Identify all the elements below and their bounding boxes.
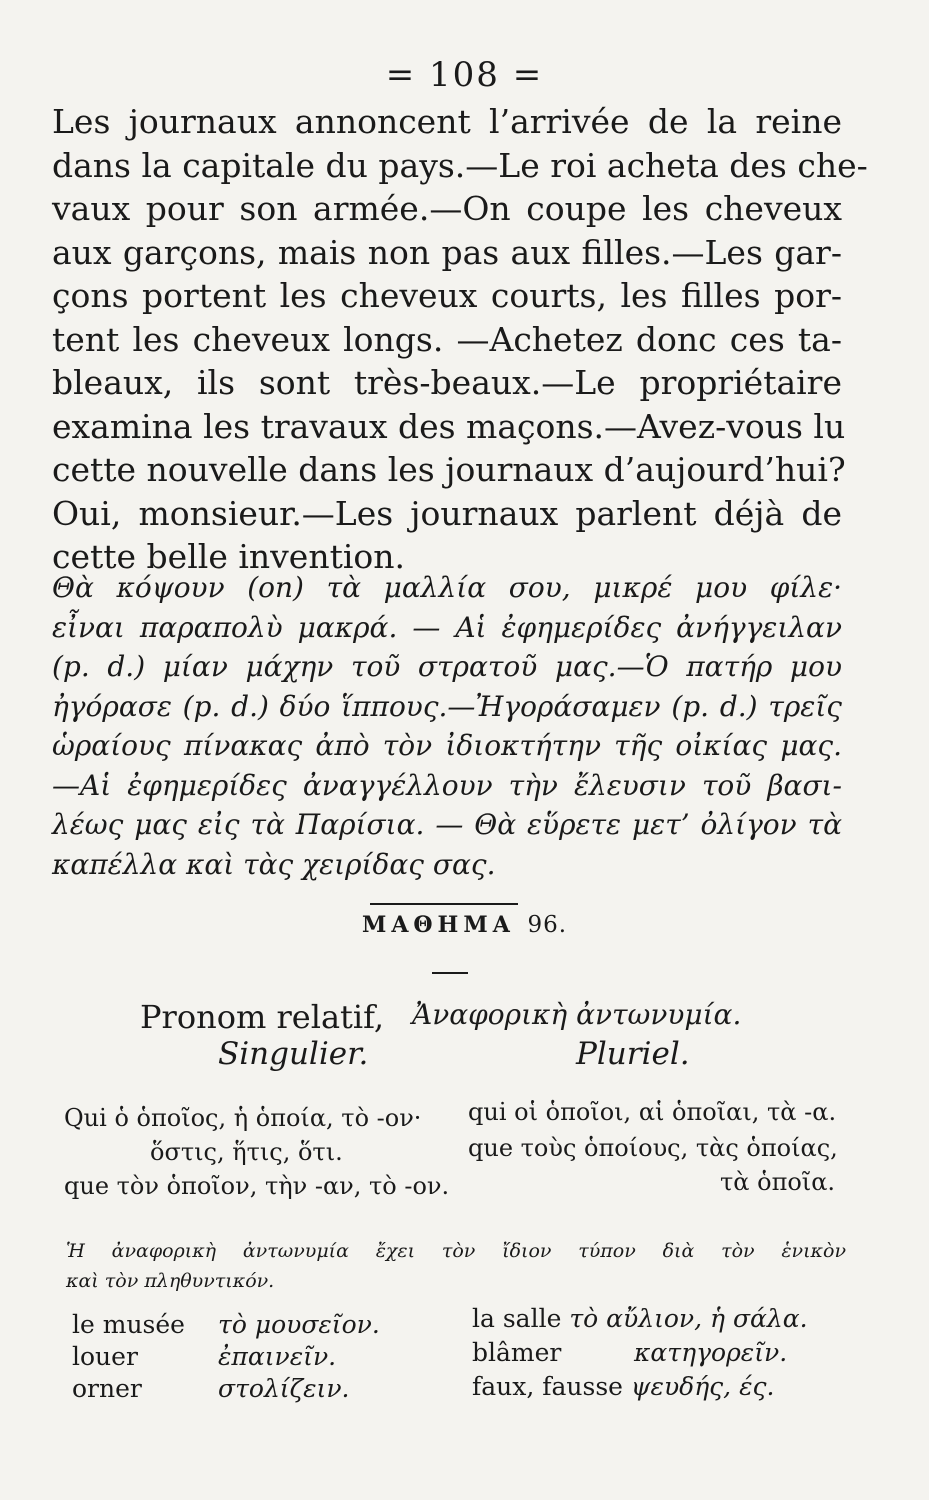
french-line: examina les travaux des maçons.—Avez-vous lu [52, 406, 846, 446]
pronoun-plural-row: qui οἱ ὁποῖοι, αἱ ὁποῖαι, τὰ -α. [468, 1098, 837, 1126]
pronoun-heading-greek: Ἀναφορικὴ ἀντωνυμία. [412, 998, 742, 1031]
greek-exercise-paragraph [52, 568, 842, 884]
vocab-greek: τὸ μουσεῖον. [218, 1310, 380, 1339]
pronoun-plural-row: que τοὺς ὁποίους, τὰς ὁποίας, [468, 1134, 838, 1162]
vocab-item [472, 1304, 808, 1333]
vocab-item [218, 1374, 350, 1403]
french-line: cette nouvelle dans les journaux d’aujourd’hui? [52, 450, 846, 489]
page-number: = 108 = [385, 55, 544, 95]
note-line: καὶ τὸν πληθυντικόν. [66, 1270, 275, 1292]
section-divider [370, 903, 518, 905]
vocab-french: orner [72, 1374, 142, 1403]
vocab-greek: κατηγορεῖν. [634, 1338, 788, 1367]
french-line: tent les cheveux longs. —Achetez donc ces ta- [52, 319, 842, 359]
lesson-number: 96. [527, 912, 568, 938]
french-exercise-paragraph [52, 100, 868, 579]
greek-line: ὡραίους πίνακας ἀπὸ τὸν ἰδιοκτήτην τῆς οἰκίας μας. [52, 729, 842, 762]
greek-line: Θὰ κόψουν (on) τὰ μαλλία σου, μικρέ μου φίλε· [52, 571, 842, 604]
vocab-item [72, 1310, 185, 1339]
french-line: vaux pour son armée.—On coupe les cheveux [52, 189, 842, 228]
french-line: cette belle invention. [52, 537, 405, 576]
lesson-heading [0, 912, 929, 938]
french-line: aux garçons, mais non pas aux filles.—Les gar- [52, 232, 842, 272]
vocab-item [634, 1338, 787, 1367]
french-line: bleaux, ils sont très-beaux.—Le propriétaire [52, 363, 842, 402]
vocab-french: le musée [72, 1310, 185, 1339]
vocab-french: faux, fausse [472, 1372, 623, 1401]
vocab-item [472, 1372, 774, 1401]
french-line: Oui, monsieur.—Les journaux parlent déjà de [52, 493, 842, 533]
note-line: Ἡ ἀναφορικὴ ἀντωνυμία ἔχει τὸν ἴδιον τύπον διὰ τὸν ἑνικὸν [66, 1240, 846, 1262]
plural-heading: Pluriel. [576, 1036, 690, 1072]
vocab-item [218, 1310, 380, 1339]
vocab-french: blâmer [472, 1338, 562, 1367]
pronoun-singular-row: Qui ὁ ὁποῖος, ἡ ὁποία, τὸ -ον· [64, 1104, 422, 1132]
lesson-title: ΜΑΘΗΜΑ [361, 912, 515, 938]
vocab-french: la salle [472, 1304, 562, 1333]
vocab-item [218, 1342, 336, 1371]
vocab-greek: στολίζειν. [218, 1374, 350, 1403]
vocab-greek: τὸ αὔλιον, ἡ σάλα. [569, 1304, 808, 1333]
greek-line: καπέλλα καὶ τὰς χειρίδας σας. [52, 847, 496, 881]
singular-heading: Singulier. [218, 1036, 369, 1072]
french-line: çons portent les cheveux courts, les filles por- [52, 276, 842, 315]
vocab-greek: ψευδής, ές. [630, 1372, 775, 1401]
french-line: dans la capitale du pays.—Le roi acheta des che- [52, 145, 868, 185]
greek-line: λέως μας εἰς τὰ Παρίσια. — Θὰ εὕρετε μετ’ ὀλίγον τὰ [52, 808, 842, 841]
vocab-item [472, 1338, 561, 1367]
greek-line: —Αἱ ἐφημερίδες ἀναγγέλλουν τὴν ἔλευσιν τοῦ βασι- [52, 768, 842, 802]
greek-line: εἶναι παραπολὺ μακρά. — Αἱ ἐφημερίδες ἀνήγγειλαν [52, 610, 842, 644]
greek-line: (p. d.) μίαν μάχην τοῦ στρατοῦ μας.—Ὁ πατήρ μου [52, 650, 842, 683]
page-number-value: 108 [429, 55, 500, 95]
lesson-divider [432, 972, 468, 974]
greek-line: ἠγόρασε (p. d.) δύο ἵππους.—Ἠγοράσαμεν (p. d.) τρεῖς [52, 689, 842, 723]
vocab-item [72, 1374, 142, 1403]
pronoun-singular-row: que τὸν ὁποῖον, τὴν -αν, τὸ -ον. [64, 1172, 450, 1200]
grammar-note [66, 1236, 846, 1296]
pronoun-plural-row: τὰ ὁποῖα. [720, 1168, 836, 1196]
vocab-greek: ἐπαινεῖν. [218, 1342, 337, 1371]
vocab-item [72, 1342, 138, 1371]
french-line: Les journaux annoncent l’arrivée de la reine [52, 102, 842, 141]
pronoun-singular-row: ὅστις, ἥτις, ὅτι. [150, 1138, 343, 1166]
vocab-french: louer [72, 1342, 138, 1371]
pronoun-heading-french: Pronom relatif, [140, 998, 384, 1036]
